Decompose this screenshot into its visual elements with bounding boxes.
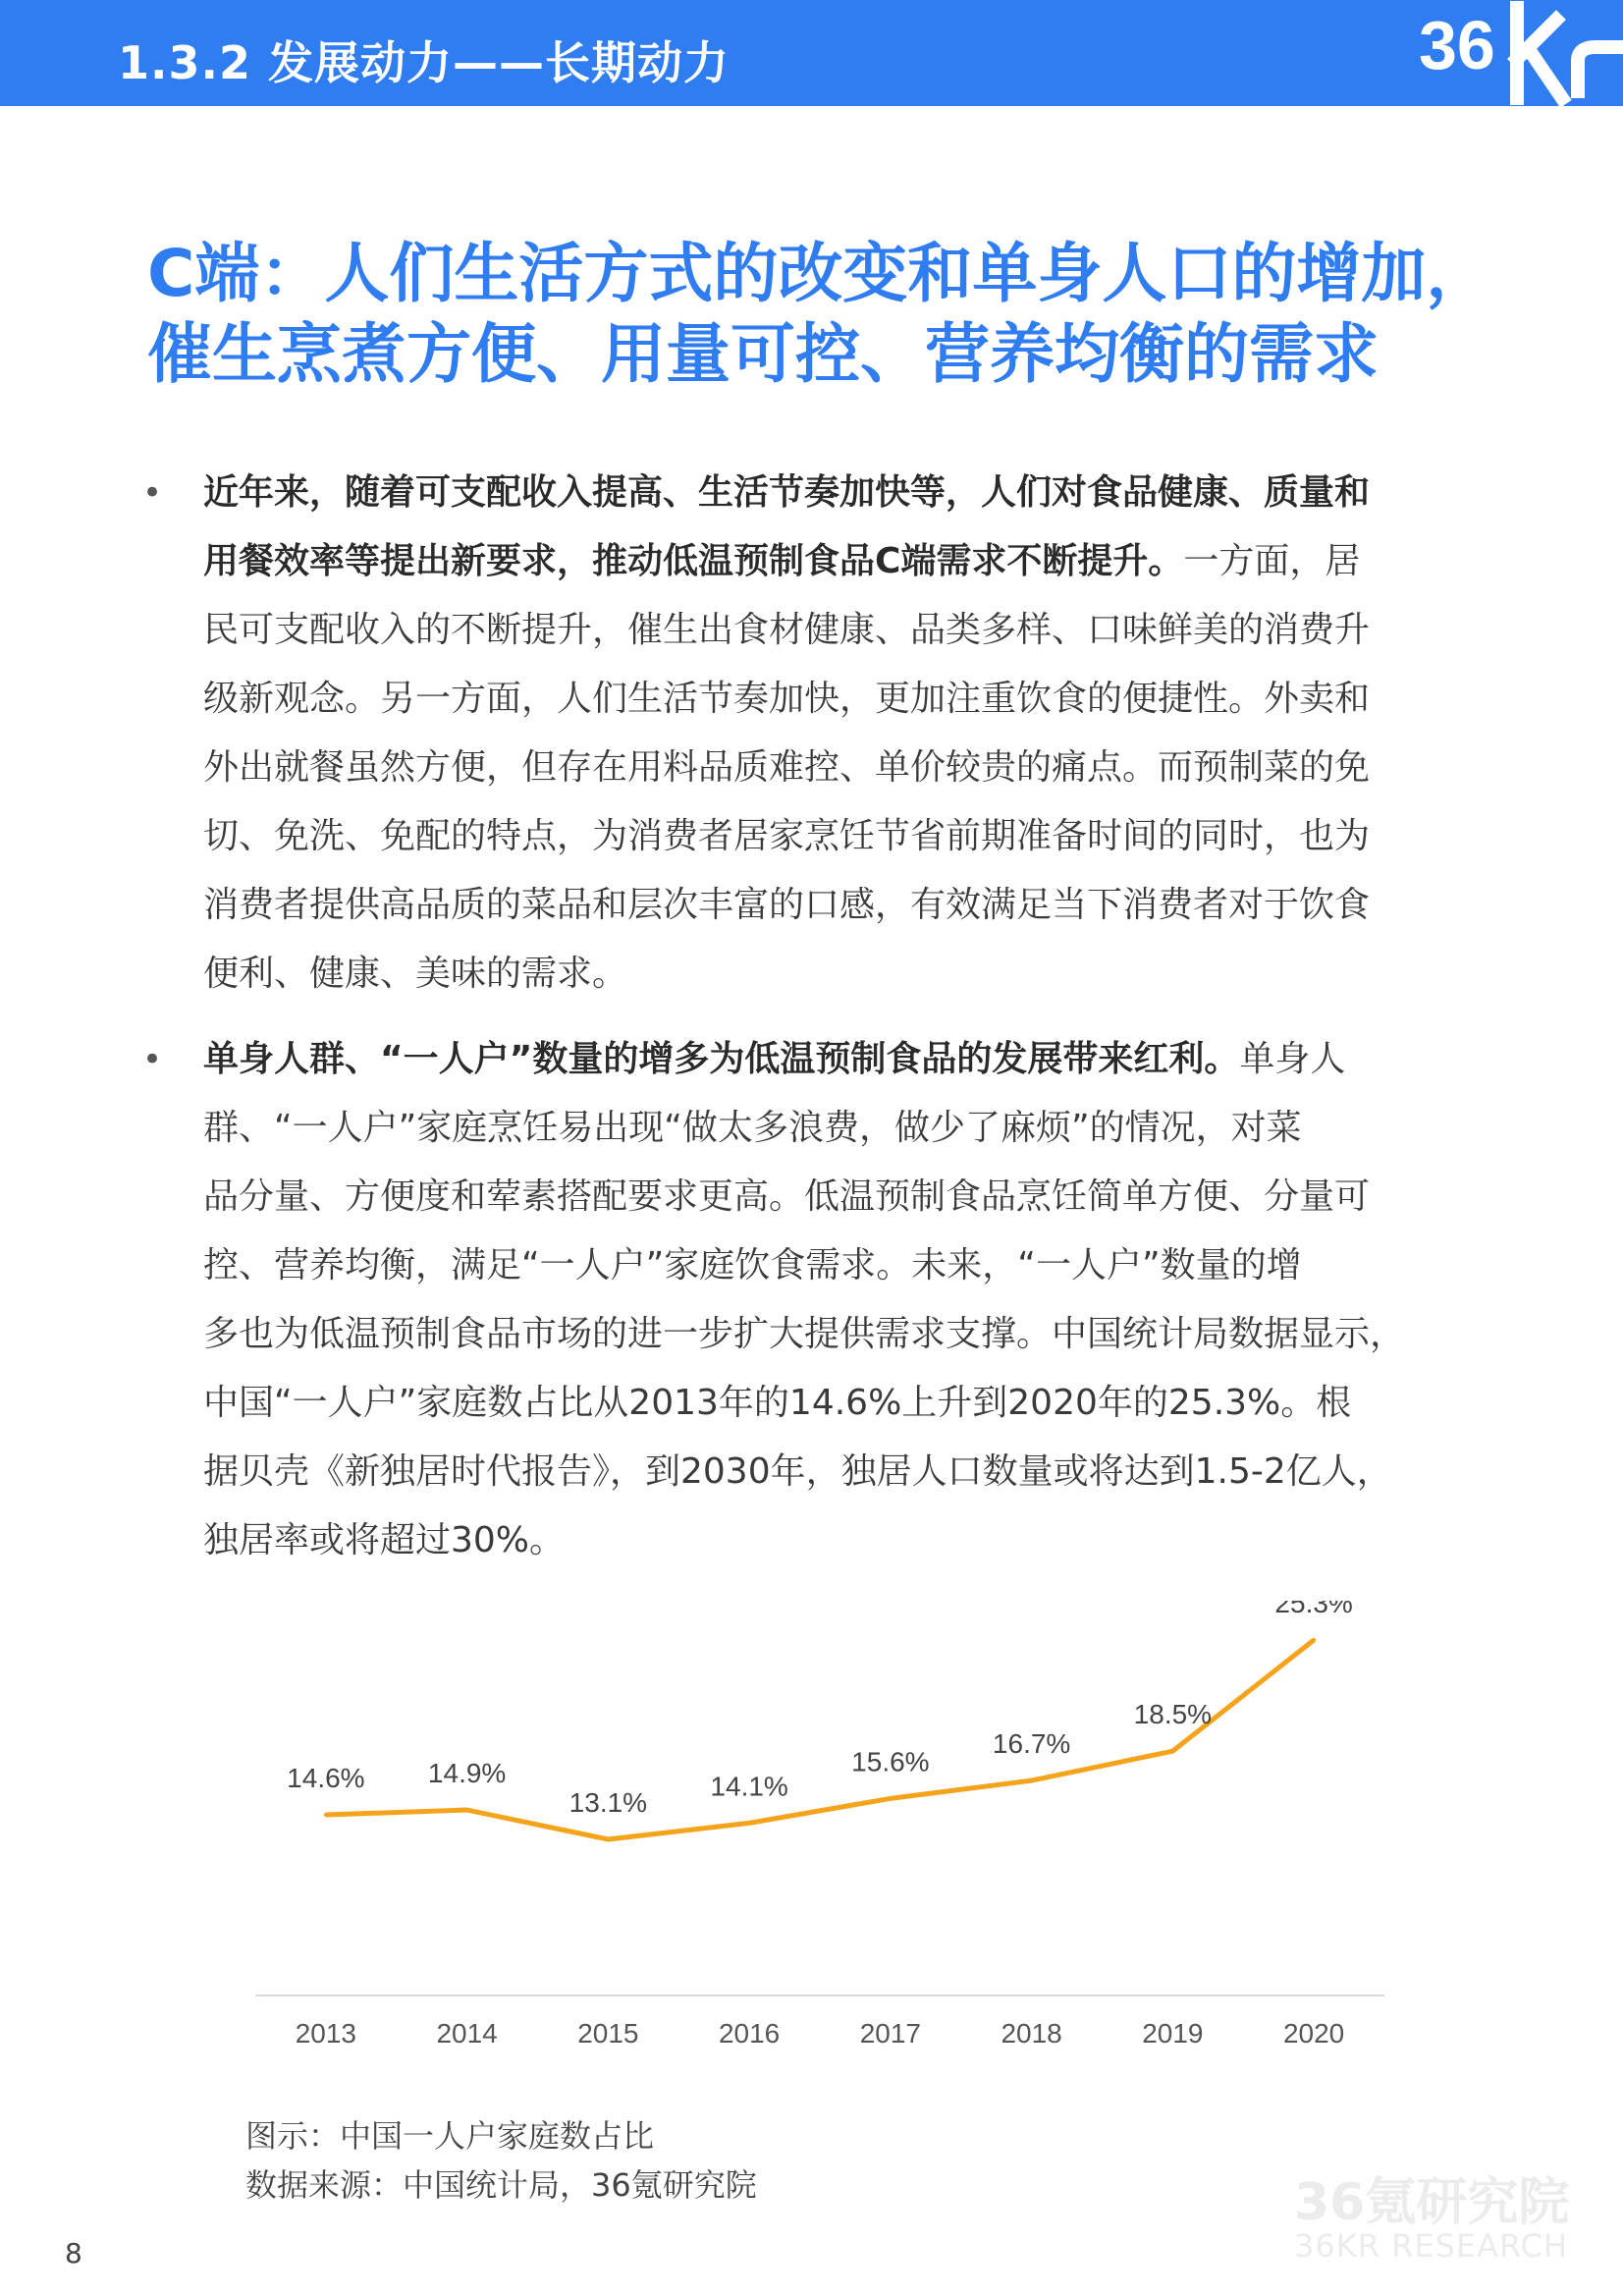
data-label: 14.1% [710, 1771, 788, 1802]
x-tick-label: 2018 [1001, 2018, 1062, 2049]
body-text: 级新观念。另一方面，人们生活节奏加快，更加注重饮食的便捷性。外卖和 [203, 679, 1371, 719]
paragraph-line [203, 940, 1499, 1009]
heading-line-2: 催生烹煮方便、用量可控、营养均衡的需求 [147, 316, 1379, 392]
line-chart [226, 1601, 1434, 2062]
paragraph-line [203, 871, 1499, 940]
x-tick-label: 2013 [295, 2018, 357, 2049]
data-label: 14.6% [287, 1763, 365, 1794]
paragraph-line [203, 1163, 1499, 1231]
bullet-paragraph-2 [142, 1025, 1499, 1575]
body-text: 据贝壳《新独居时代报告》，到2030年，独居人口数量或将达到1.5-2亿人， [203, 1451, 1392, 1492]
heading-line-1: C端：人们生活方式的改变和单身人口的增加， [147, 236, 1491, 311]
data-label: 18.5% [1133, 1699, 1213, 1730]
body-text: 一方面，居 [1183, 541, 1361, 581]
data-point [324, 1813, 328, 1817]
body-text: 控、营养均衡，满足“一人户”家庭饮食需求。未来，“一人户”数量的增 [203, 1245, 1302, 1285]
svg-text:36: 36 [1419, 7, 1495, 83]
bold-text: 近年来，随着可支配收入提高、生活节奏加快等，人们对食品健康、质量和 [203, 472, 1371, 513]
paragraph-line [203, 665, 1499, 734]
x-tick-label: 2020 [1282, 2018, 1345, 2049]
body-text: 多也为低温预制食品市场的进一步扩大提供需求支撑。中国统计局数据显示， [203, 1314, 1406, 1354]
x-tick-label: 2016 [718, 2018, 781, 2049]
series-line [326, 1640, 1314, 1839]
page-heading [147, 234, 1522, 395]
x-tick-label: 2017 [859, 2018, 922, 2049]
bullet-marker: • [142, 1040, 163, 1079]
paragraph-line [203, 1025, 1499, 1094]
x-tick-label: 2014 [436, 2018, 498, 2049]
body-text: 民可支配收入的不断提升，催生出食材健康、品类多样、口味鲜美的消费升 [203, 610, 1371, 650]
data-point [606, 1837, 610, 1841]
paragraph-line [203, 596, 1499, 665]
data-label: 25.3% [1274, 1601, 1353, 1618]
x-tick-label: 2015 [577, 2018, 639, 2049]
data-label: 13.1% [568, 1787, 648, 1818]
body-text: 品分量、方便度和荤素搭配要求更高。低温预制食品烹饪简单方便、分量可 [203, 1176, 1371, 1217]
paragraph-line [203, 802, 1499, 871]
watermark-cn: 36氪研究院 [1294, 2173, 1570, 2232]
data-point [1312, 1638, 1316, 1642]
body-text: 独居率或将超过30%。 [203, 1520, 566, 1560]
bullet-marker: • [142, 473, 163, 513]
x-tick-label: 2019 [1142, 2018, 1204, 2049]
data-point [747, 1821, 751, 1825]
bold-text: 用餐效率等提出新要求，推动低温预制食品C端需求不断提升。 [203, 541, 1184, 581]
data-point [465, 1808, 469, 1812]
data-point [1030, 1778, 1034, 1782]
bullet-paragraph-1 [142, 459, 1499, 1009]
data-point [889, 1796, 893, 1800]
paragraph-line [203, 1369, 1499, 1438]
paragraph-lines [203, 1025, 1499, 1575]
paragraph-line [203, 459, 1499, 527]
figure-caption: 图示：中国一人户家庭数占比 [245, 2117, 655, 2155]
body-text: 外出就餐虽然方便，但存在用料品质难控、单价较贵的痛点。而预制菜的免 [203, 747, 1371, 788]
paragraph-line [203, 1438, 1499, 1506]
body-text: 单身人 [1239, 1039, 1346, 1079]
paragraph-line [203, 527, 1499, 596]
watermark-en: 36KR RESEARCH [1294, 2227, 1569, 2265]
data-label: 15.6% [851, 1746, 930, 1777]
data-point [1170, 1749, 1174, 1753]
body-text: 消费者提供高品质的菜品和层次丰富的口感，有效满足当下消费者对于饮食 [203, 885, 1371, 925]
paragraph-line [203, 1506, 1499, 1575]
header-bar [0, 0, 1623, 106]
body-text: 群、“一人户”家庭烹饪易出现“做太多浪费，做少了麻烦”的情况，对菜 [203, 1108, 1302, 1148]
paragraph-line [203, 1300, 1499, 1369]
data-label: 14.9% [427, 1758, 507, 1789]
line-chart-svg [226, 1601, 1434, 2062]
data-label: 16.7% [992, 1728, 1071, 1760]
paragraph-line [203, 1094, 1499, 1163]
body-text: 中国“一人户”家庭数占比从2013年的14.6%上升到2020年的25.3%。根 [203, 1383, 1352, 1423]
paragraph-line [203, 734, 1499, 802]
paragraph-line [203, 1231, 1499, 1300]
page-number: 8 [65, 2237, 82, 2269]
section-title: 1.3.2 发展动力——长期动力 [118, 36, 730, 89]
body-text: 切、免洗、免配的特点，为消费者居家烹饪节省前期准备时间的同时，也为 [203, 816, 1371, 856]
brand-logo-icon [1419, 0, 1623, 106]
source-caption: 数据来源：中国统计局，36氪研究院 [245, 2166, 757, 2204]
paragraph-lines [203, 459, 1499, 1009]
bold-text: 单身人群、“一人户”数量的增多为低温预制食品的发展带来红利。 [203, 1039, 1240, 1079]
body-text: 便利、健康、美味的需求。 [203, 954, 628, 994]
